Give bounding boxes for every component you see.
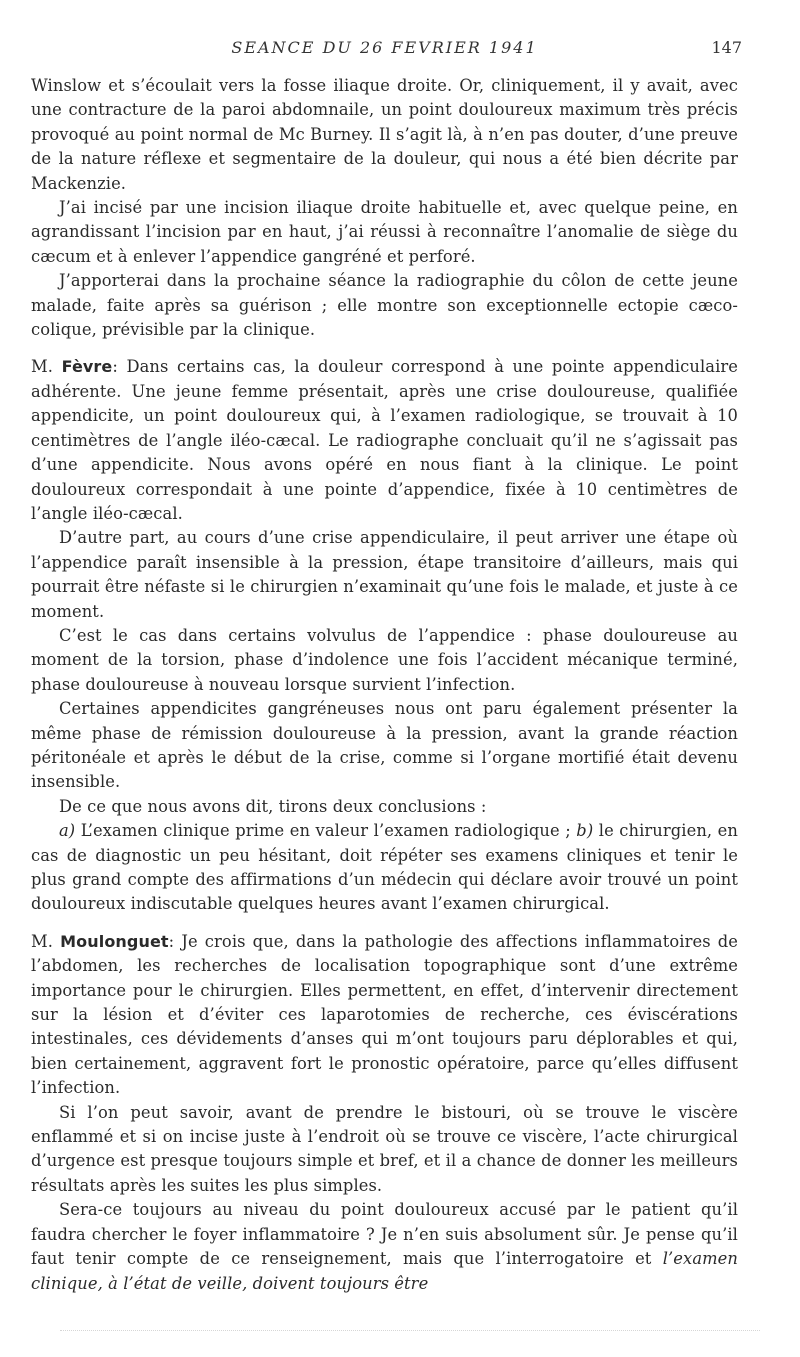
paragraph-conclusions (31, 819, 738, 917)
paragraph: Si l’on peut savoir, avant de prendre le bistouri, où se trouve le viscère enflammé et si on incise juste à l’endroit où se trouve ce viscère, l’acte chirurgical d’urgence est presque toujours simple et bref, et il a chance de donner les meilleurs résultats après les suites les plus simples. (31, 1102, 738, 1195)
running-header (31, 38, 742, 74)
conclusion-b-text: le chirurgien, en cas de diagnostic un peu hésitant, doit répéter ses examens cliniques et tenir le plus grand compte des affirmations d’un médecin qui déclare avoir trouvé un point douloureux indiscutable quelques heures avant l’examen chirurgical. (31, 821, 739, 914)
document-page (31, 0, 742, 1296)
speaker-name-fevre: Fèvre (61, 357, 113, 377)
speaker-name-moulonguet: Moulonguet (60, 931, 169, 951)
paragraph: De ce que nous avons dit, tirons deux conclusions : (59, 796, 487, 816)
conclusion-a-text: L’examen clinique prime en valeur l’examen radiologique ; (75, 821, 577, 841)
final-italic-text: l’examen clinique, à l’état de veille, doivent toujours être (31, 1249, 738, 1293)
conclusion-b-label: b) (576, 821, 594, 841)
paragraph-continuation: Winslow et s’écoulait vers la fosse iliaque droite. Or, cliniquement, il y avait, avec une contracture de la paroi abdomnaile, un point douloureux maximum très précis provoqué au point normal de Mc Burney. Il s’agit là, à n’en pas douter, d’une preuve de la nature réflexe et segmentaire de la douleur, qui nous a été bien décrite par Mackenzie. (31, 76, 738, 193)
conclusion-a-label: a) (59, 821, 76, 841)
bleed-through-line (60, 1330, 760, 1335)
speaker-text: : Dans certains cas, la douleur correspond à une pointe appendiculaire adhérente. Une jeune femme présentait, après une crise douloureuse, qualifiée appendicite, un point douloureux qui, à l’examen radiologique, se trouvait à 10 centimètres de l’angle iléo-cæcal. Le radiographe concluait qu’il ne s’agissait pas d’une appendicite. Nous avons opéré en nous fiant à la clinique. Le point douloureux correspondait à une pointe d’appendice, fixée à 10 centimètres de l’angle iléo-cæcal. (31, 357, 738, 523)
paragraph: D’autre part, au cours d’une crise appendiculaire, il peut arriver une étape où l’appendice paraît insensible à la pression, étape transitoire d’ailleurs, mais qui pourrait être néfaste si le chirurgien n’examinait qu’une fois le malade, et juste à ce moment. (31, 528, 738, 621)
running-title: SEANCE DU 26 FEVRIER 1941 (231, 38, 538, 57)
paragraph: C’est le cas dans certains volvulus de l’appendice : phase douloureuse au moment de la torsion, phase d’indolence une fois l’accident mécanique terminé, phase douloureuse à nouveau lorsque survient l’infection. (31, 625, 738, 694)
speaker-prefix: M. (31, 357, 54, 377)
page-number: 147 (711, 38, 742, 57)
final-text: Sera-ce toujours au niveau du point douloureux accusé par le patient qu’il faudra chercher le foyer inflammatoire ? Je n’en suis absolument sûr. Je pense qu’il faut tenir compte de ce renseignement, mais que l’interrogatoire et (31, 1200, 738, 1269)
speaker-paragraph-fevre (31, 355, 738, 526)
speaker-paragraph-moulonguet (31, 930, 738, 1101)
paragraph: J’ai incisé par une incision iliaque droite habituelle et, avec quelque peine, en agrandissant l’incision par en haut, j’ai réussi à reconnaître l’anomalie de siège du cæcum et à enlever l’appendice gangréné et perforé. (31, 198, 738, 266)
body-text (31, 74, 738, 1296)
paragraph: Certaines appendicites gangréneuses nous ont paru également présenter la même phase de rémission douloureuse à la pression, avant la grande réaction péritonéale et après le début de la crise, comme si l’organe mortifié était devenu insensible. (31, 699, 738, 792)
speaker-text: : Je crois que, dans la pathologie des affections inflammatoires de l’abdomen, les recherches de localisation topographique sont d’une extrême importance pour le chirurgien. Elles permettent, en effet, d’intervenir directement sur la lésion et d’éviter ces laparotomies de recherche, ces éviscérations intestinales, ces dévidements d’anses qui m’ont toujours paru déplorables et qui, bien certainement, aggravent fort le pronostic opératoire, parce qu’elles diffusent l’infection. (31, 931, 739, 1098)
speaker-prefix: M. (31, 931, 54, 951)
paragraph: J’apporterai dans la prochaine séance la radiographie du côlon de cette jeune malade, faite après sa guérison ; elle montre son exceptionnelle ectopie cæco-colique, prévisible par la clinique. (31, 271, 738, 340)
paragraph-final (31, 1198, 738, 1296)
